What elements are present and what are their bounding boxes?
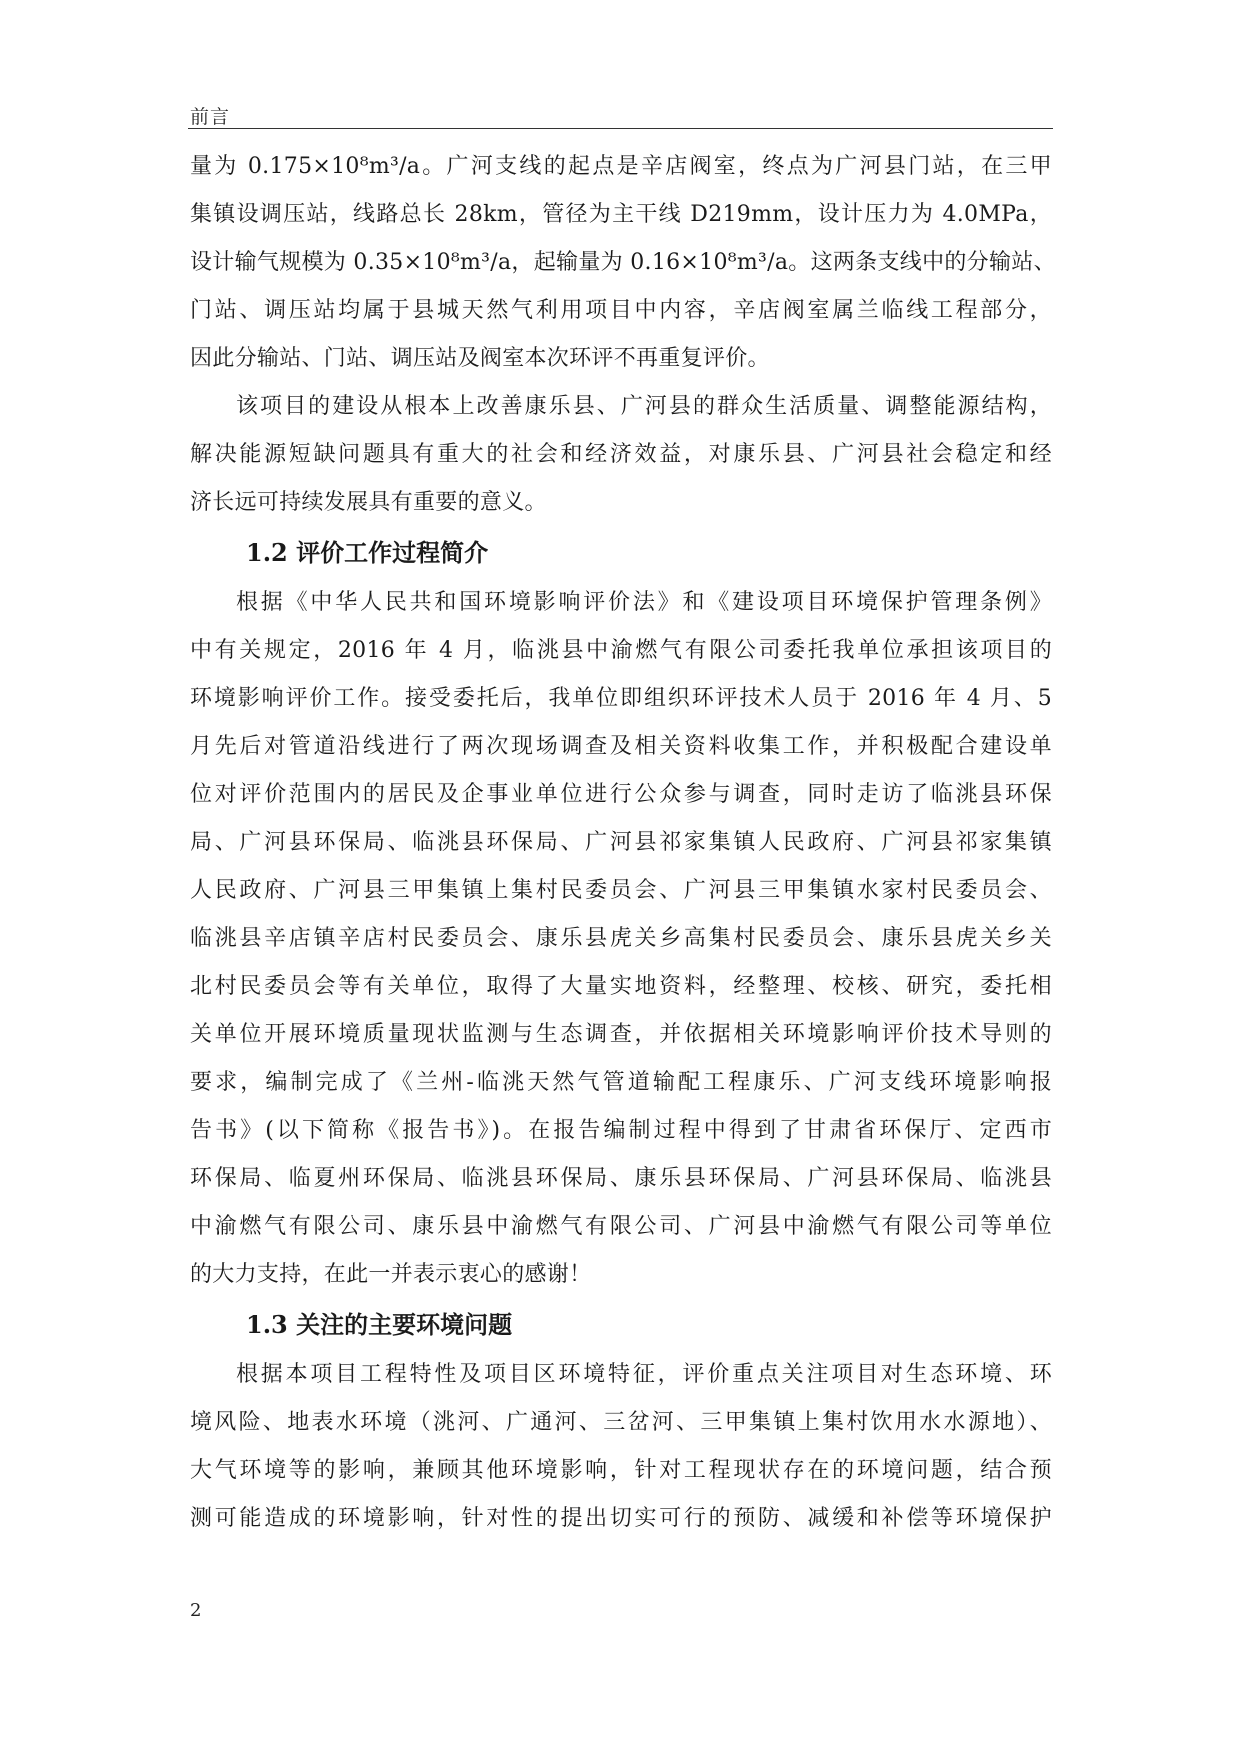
paragraph — [190, 1351, 1052, 1543]
text-line: 根据本项目工程特性及项目区环境特征，评价重点关注项目对生态环境、环 — [236, 1362, 1052, 1387]
text-line: 门站、调压站均属于县城天然气利用项目中内容，辛店阀室属兰临线工程部分， — [190, 298, 1052, 323]
text-line: 北村民委员会等有关单位，取得了大量实地资料，经整理、校核、研究，委托相 — [190, 974, 1052, 999]
text-line: 中有关规定，2016 年 4 月，临洮县中渝燃气有限公司委托我单位承担该项目的 — [190, 638, 1052, 663]
section-heading: 1.2 评价工作过程简介 — [246, 538, 489, 567]
page-number: 2 — [190, 1600, 202, 1621]
paragraph — [190, 143, 1056, 383]
text-line: 测可能造成的环境影响，针对性的提出切实可行的预防、减缓和补偿等环境保护 — [190, 1506, 1052, 1531]
text-line: 中渝燃气有限公司、康乐县中渝燃气有限公司、广河县中渝燃气有限公司等单位 — [190, 1214, 1052, 1239]
paragraph — [190, 383, 1052, 527]
section-heading: 1.3 关注的主要环境问题 — [246, 1310, 513, 1339]
page-content — [190, 143, 1056, 1543]
text-line: 设计输气规模为 0.35×10⁸m³/a，起输量为 0.16×10⁸m³/a。这两条支线中的分输站、 — [190, 250, 1056, 275]
text-line: 因此分输站、门站、调压站及阀室本次环评不再重复评价。 — [190, 346, 770, 371]
text-line: 大气环境等的影响，兼顾其他环境影响，针对工程现状存在的环境问题，结合预 — [190, 1458, 1052, 1483]
text-line: 根据《中华人民共和国环境影响评价法》和《建设项目环境保护管理条例》 — [236, 590, 1052, 615]
text-line: 人民政府、广河县三甲集镇上集村民委员会、广河县三甲集镇水家村民委员会、 — [190, 878, 1052, 903]
text-line: 要求，编制完成了《兰州-临洮天然气管道输配工程康乐、广河支线环境影响报 — [190, 1070, 1052, 1095]
text-line: 该项目的建设从根本上改善康乐县、广河县的群众生活质量、调整能源结构， — [236, 394, 1052, 419]
text-line: 告书》(以下简称《报告书》)。在报告编制过程中得到了甘肃省环保厅、定西市 — [190, 1118, 1052, 1143]
text-line: 环境影响评价工作。接受委托后，我单位即组织环评技术人员于 2016 年 4 月、5 — [190, 686, 1052, 711]
text-line: 境风险、地表水环境（洮河、广通河、三岔河、三甲集镇上集村饮用水水源地）、 — [190, 1410, 1052, 1435]
text-line: 关单位开展环境质量现状监测与生态调查，并依据相关环境影响评价技术导则的 — [190, 1022, 1052, 1047]
header-rule — [188, 128, 1053, 129]
text-line: 的大力支持，在此一并表示衷心的感谢！ — [190, 1262, 592, 1287]
text-line: 月先后对管道沿线进行了两次现场调查及相关资料收集工作，并积极配合建设单 — [190, 734, 1052, 759]
text-line: 局、广河县环保局、临洮县环保局、广河县祁家集镇人民政府、广河县祁家集镇 — [190, 830, 1052, 855]
running-header: 前言 — [190, 106, 231, 128]
text-line: 临洮县辛店镇辛店村民委员会、康乐县虎关乡高集村民委员会、康乐县虎关乡关 — [190, 926, 1052, 951]
text-line: 济长远可持续发展具有重要的意义。 — [190, 490, 547, 515]
text-line: 环保局、临夏州环保局、临洮县环保局、康乐县环保局、广河县环保局、临洮县 — [190, 1166, 1052, 1191]
paragraph — [190, 579, 1052, 1299]
text-line: 量为 0.175×10⁸m³/a。广河支线的起点是辛店阀室，终点为广河县门站，在三甲 — [190, 154, 1052, 179]
text-line: 集镇设调压站，线路总长 28km，管径为主干线 D219mm，设计压力为 4.0MPa， — [190, 202, 1052, 227]
text-line: 位对评价范围内的居民及企事业单位进行公众参与调查，同时走访了临洮县环保 — [190, 782, 1052, 807]
text-line: 解决能源短缺问题具有重大的社会和经济效益，对康乐县、广河县社会稳定和经 — [190, 442, 1052, 467]
